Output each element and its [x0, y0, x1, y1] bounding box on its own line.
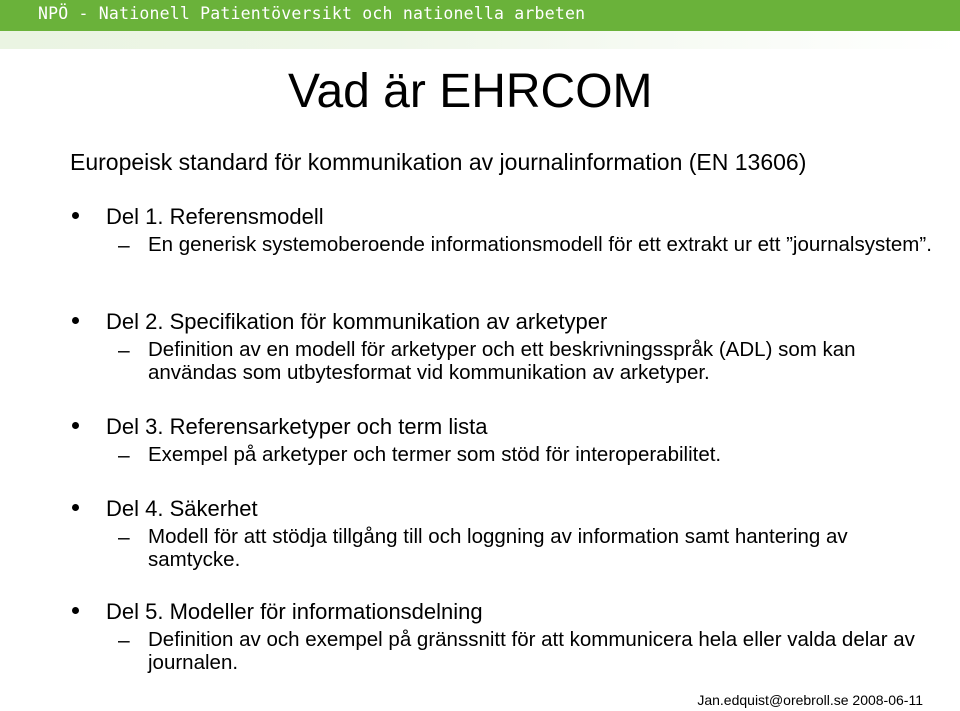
dash-icon: –: [118, 234, 130, 257]
banner-title: NPÖ - Nationell Patientöversikt och nationella arbeten: [38, 4, 586, 23]
section-del-5: [72, 597, 932, 674]
dash-icon: –: [118, 526, 130, 549]
bullet-icon: [72, 212, 79, 219]
dash-icon: –: [118, 629, 130, 652]
section-title: Del 1. Referensmodell: [106, 204, 324, 229]
section-title: Del 3. Referensarketyper och term lista: [106, 414, 488, 439]
bullet-icon: [72, 504, 79, 511]
bullet-icon: [72, 607, 79, 614]
slide-title: Vad är EHRCOM: [288, 65, 653, 118]
section-del-1: [72, 202, 932, 256]
bullet-icon: [72, 422, 79, 429]
dash-icon: –: [118, 339, 130, 362]
section-del-4: [72, 494, 932, 571]
section-description: Exempel på arketyper och termer som stöd för interoperabilitet.: [148, 443, 722, 466]
section-description: Definition av och exempel på gränssnitt för att kommunicera hela eller valda delar av journalen.: [148, 628, 915, 674]
header-stripe: [0, 31, 960, 49]
section-title: Del 5. Modeller för informationsdelning: [106, 599, 483, 624]
footer-author-date: Jan.edquist@orebroll.se 2008-06-11: [697, 692, 923, 708]
dash-icon: –: [118, 444, 130, 467]
section-description: En generisk systemoberoende informationsmodell för ett extrakt ur ett ”journalsystem”.: [148, 233, 932, 256]
header-banner: [0, 0, 960, 31]
section-title: Del 4. Säkerhet: [106, 496, 258, 521]
section-del-2: [72, 307, 932, 384]
section-description: Definition av en modell för arketyper och ett beskrivningsspråk (ADL) som kan användas som utbytesformat vid kommunikation av arketyper.: [148, 338, 856, 384]
bullet-icon: [72, 317, 79, 324]
slide-subtitle: Europeisk standard för kommunikation av journalinformation (EN 13606): [70, 149, 807, 175]
section-del-3: [72, 412, 932, 466]
section-description: Modell för att stödja tillgång till och loggning av information samt hantering av samtycke.: [148, 525, 848, 571]
section-title: Del 2. Specifikation för kommunikation av arketyper: [106, 309, 608, 334]
